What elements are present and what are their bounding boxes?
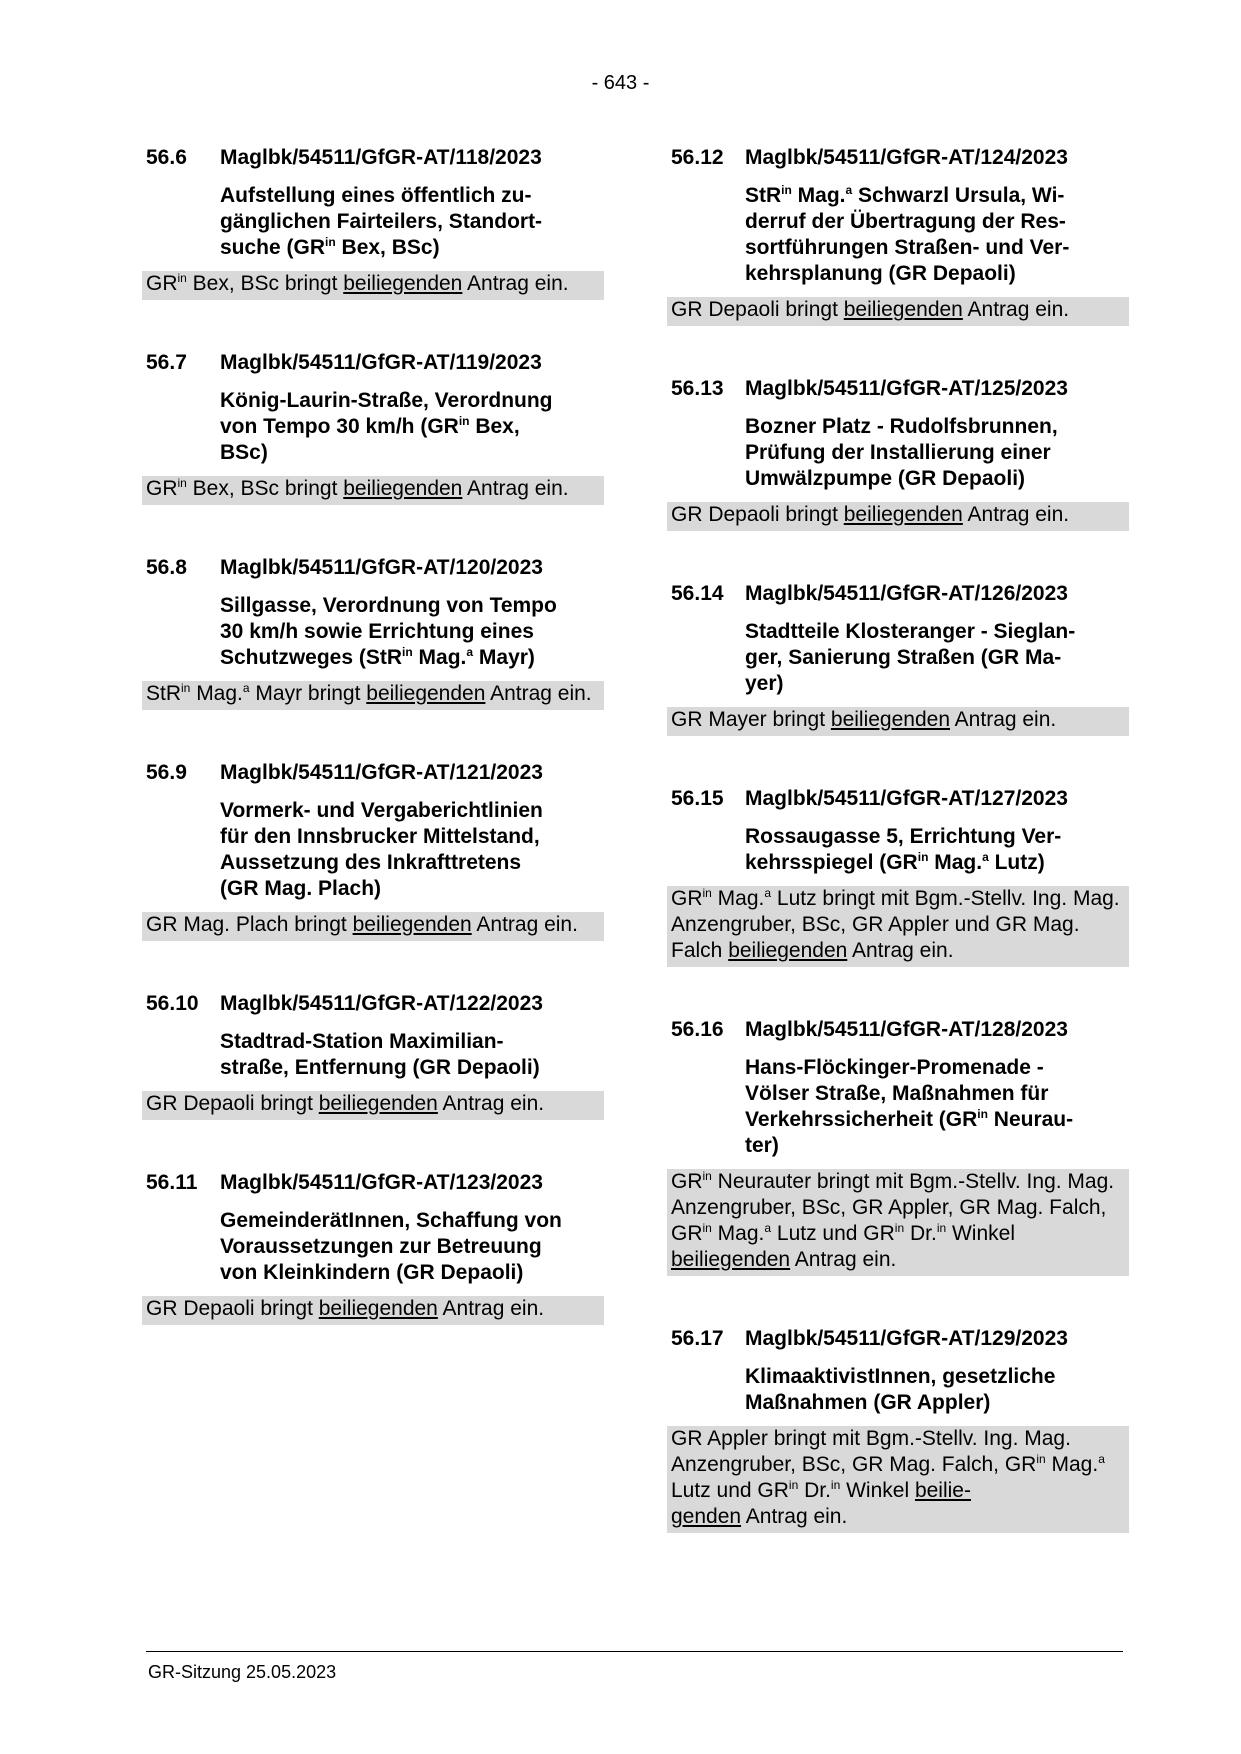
- agenda-item-56-12: [671, 145, 1129, 326]
- item-title: Stadtrad-Station Maximilian- straße, Entfernung (GR Depaoli): [220, 1030, 540, 1079]
- attachment-link[interactable]: beiliegenden: [728, 939, 848, 962]
- item-title: Stadtteile Klosteranger - Sieglan- ger, Sanierung Straßen (GR Ma- yer): [745, 620, 1076, 695]
- item-number: 56.10: [146, 992, 199, 1015]
- item-body: GR Mag. Plach bringt beiliegenden Antrag ein.: [142, 912, 604, 941]
- agenda-item-56-9: [146, 760, 604, 941]
- item-number: 56.11: [146, 1171, 198, 1194]
- item-title: Rossaugasse 5, Errichtung Ver- kehrsspiegel ($GR^{in}$ Mag.$^a$ Lutz): [745, 825, 1062, 874]
- item-title: Vormerk- und Vergaberichtlinien für den Innsbrucker Mittelstand, Aussetzung des Inkrafttretens (GR Mag. Plach): [220, 799, 543, 900]
- attachment-link[interactable]: beiliegenden: [843, 298, 963, 321]
- item-body: GR Depaoli bringt beiliegenden Antrag ein.: [667, 297, 1129, 326]
- footer-text: GR-Sitzung 25.05.2023: [148, 1662, 337, 1682]
- item-number: 56.12: [671, 146, 724, 169]
- agenda-item-56-13: [671, 376, 1129, 531]
- item-reference: Maglbk/54511/GfGR-AT/128/2023: [745, 1018, 1068, 1041]
- item-number: 56.7: [146, 351, 187, 374]
- attachment-link[interactable]: beiliegenden: [343, 477, 463, 500]
- item-reference: Maglbk/54511/GfGR-AT/119/2023: [220, 351, 542, 374]
- item-reference: Maglbk/54511/GfGR-AT/120/2023: [220, 556, 543, 579]
- attachment-link[interactable]: beiliegenden: [318, 1092, 438, 1115]
- item-title: GemeinderätInnen, Schaffung von Voraussetzungen zur Betreuung von Kleinkindern (GR Depaoli): [220, 1209, 562, 1284]
- attachment-link[interactable]: beiliegenden: [843, 503, 963, 526]
- left-column: [146, 145, 604, 1325]
- item-number: 56.13: [671, 377, 724, 400]
- item-title: KlimaaktivistInnen, gesetzliche Maßnahmen (GR Appler): [745, 1365, 1056, 1414]
- item-number: 56.9: [146, 761, 187, 784]
- item-body: StR$^{in}$ Mag.$^a$ Mayr bringt beiliegenden Antrag ein.: [142, 681, 604, 710]
- attachment-link[interactable]: beiliegenden: [318, 1297, 438, 1320]
- item-body: $GR^{in}$ Bex, BSc bringt beiliegenden Antrag ein.: [142, 271, 604, 300]
- agenda-item-56-10: [146, 991, 604, 1120]
- attachment-link[interactable]: beiliegenden: [830, 708, 950, 731]
- item-reference: Maglbk/54511/GfGR-AT/124/2023: [745, 146, 1068, 169]
- attachment-link[interactable]: genden: [671, 1505, 742, 1528]
- item-body: GR Appler bringt mit Bgm.-Stellv. Ing. Mag. Anzengruber, BSc, GR Mag. Falch, $GR^{in}$ Mag.$^a$ Lutz und $GR^{in}$ Dr.$^{in}$ Winkel beilie- genden Antrag ein.: [667, 1426, 1129, 1533]
- agenda-item-56-14: [671, 581, 1129, 736]
- agenda-item-56-11: [146, 1170, 604, 1325]
- attachment-link[interactable]: beilie-: [914, 1479, 971, 1502]
- page-number: - 643 -: [591, 72, 650, 94]
- item-reference: Maglbk/54511/GfGR-AT/122/2023: [220, 992, 543, 1015]
- attachment-link[interactable]: beiliegenden: [671, 1248, 791, 1271]
- item-title: Hans-Flöckinger-Promenade - Völser Straße, Maßnahmen für Verkehrssicherheit ($GR^{in}$ Neurau- ter): [745, 1056, 1074, 1157]
- agenda-item-56-6: [146, 145, 604, 300]
- item-body: $GR^{in}$ Neurauter bringt mit Bgm.-Stellv. Ing. Mag. Anzengruber, BSc, GR Appler, GR Mag. Falch, $GR^{in}$ Mag.$^a$ Lutz und $GR^{in}$ Dr.$^{in}$ Winkel beiliegenden Antrag ein.: [667, 1169, 1129, 1276]
- item-reference: Maglbk/54511/GfGR-AT/126/2023: [745, 582, 1068, 605]
- item-body: GR Depaoli bringt beiliegenden Antrag ein.: [142, 1091, 604, 1120]
- item-title: Sillgasse, Verordnung von Tempo 30 km/h sowie Errichtung eines Schutzweges (StR$^{in}$ Mag.$^a$ Mayr): [220, 594, 557, 669]
- item-body: GR Depaoli bringt beiliegenden Antrag ein.: [142, 1296, 604, 1325]
- item-title: Bozner Platz - Rudolfsbrunnen, Prüfung der Installierung einer Umwälzpumpe (GR Depaoli): [745, 415, 1058, 490]
- agenda-item-56-16: [671, 1017, 1129, 1276]
- item-reference: Maglbk/54511/GfGR-AT/129/2023: [745, 1327, 1068, 1350]
- item-title: König-Laurin-Straße, Verordnung von Tempo 30 km/h ($GR^{in}$ Bex, BSc): [220, 389, 553, 464]
- item-number: 56.6: [146, 146, 187, 169]
- item-number: 56.16: [671, 1018, 724, 1041]
- item-title: Aufstellung eines öffentlich zu- gänglichen Fairteilers, Standort- suche ($GR^{in}$ Bex, BSc): [220, 184, 543, 259]
- right-column: [671, 145, 1129, 1533]
- item-body: $GR^{in}$ Bex, BSc bringt beiliegenden Antrag ein.: [142, 476, 604, 505]
- agenda-item-56-15: [671, 786, 1129, 967]
- agenda-item-56-8: [146, 555, 604, 710]
- item-number: 56.17: [671, 1327, 724, 1350]
- item-body: GR Depaoli bringt beiliegenden Antrag ein.: [667, 502, 1129, 531]
- item-reference: Maglbk/54511/GfGR-AT/125/2023: [745, 377, 1068, 400]
- item-reference: Maglbk/54511/GfGR-AT/121/2023: [220, 761, 543, 784]
- item-title: StR$^{in}$ Mag.$^a$ Schwarzl Ursula, Wi- derruf der Übertragung der Res- sortführungen Straßen- und Ver- kehrsplanung (GR Depaoli): [745, 183, 1070, 285]
- agenda-item-56-7: [146, 350, 604, 505]
- item-number: 56.15: [671, 787, 724, 810]
- item-reference: Maglbk/54511/GfGR-AT/127/2023: [745, 787, 1068, 810]
- item-body: $GR^{in}$ Mag.$^a$ Lutz bringt mit Bgm.-Stellv. Ing. Mag. Anzengruber, BSc, GR Appler und GR Mag. Falch beiliegenden Antrag ein.: [667, 886, 1129, 967]
- agenda-item-56-17: [671, 1326, 1129, 1533]
- item-number: 56.14: [671, 582, 724, 605]
- attachment-link[interactable]: beiliegenden: [343, 272, 463, 295]
- item-reference: Maglbk/54511/GfGR-AT/118/2023: [220, 146, 542, 169]
- item-reference: Maglbk/54511/GfGR-AT/123/2023: [220, 1171, 543, 1194]
- item-number: 56.8: [146, 556, 187, 579]
- footer-divider: [146, 1651, 1123, 1652]
- attachment-link[interactable]: beiliegenden: [366, 682, 486, 705]
- item-body: GR Mayer bringt beiliegenden Antrag ein.: [667, 707, 1129, 736]
- attachment-link[interactable]: beiliegenden: [352, 913, 472, 936]
